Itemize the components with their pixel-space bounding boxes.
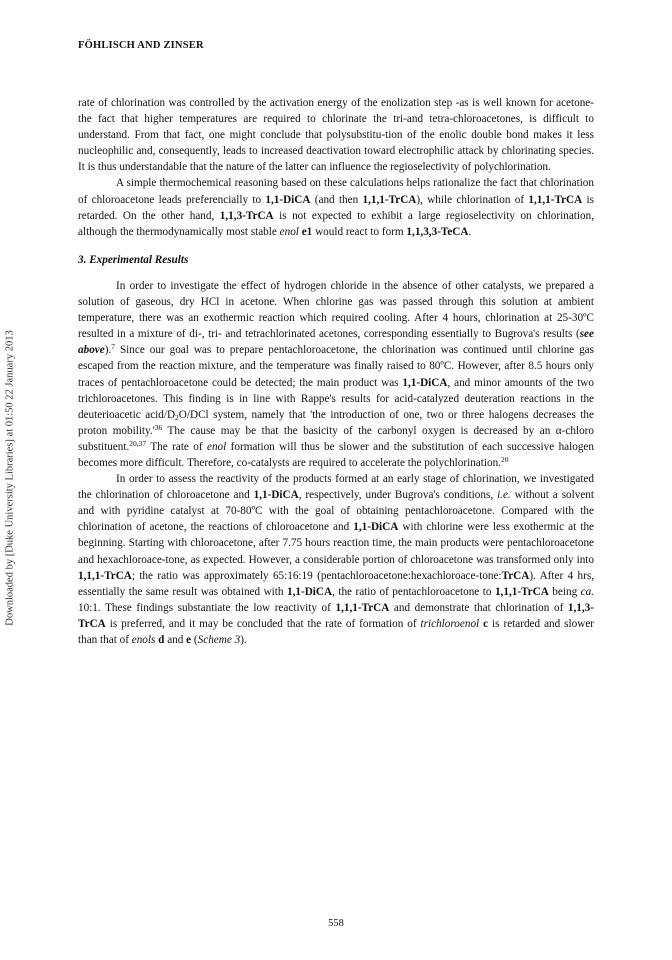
paragraph-1: rate of chlorination was controlled by the activation energy of the enolization step -as is well known for acetone- the fact that higher temperatures are required to chlorinate the tri-and tetra-chloroacetones, is difficult to understand. From that fact, one might conclude that polysubstitu-tion of the enolic double bond makes it less nucleophilic and, consequently, leads to increased deactivation toward electrophilic attack by chlorinating species. It is thus understandable that the nature of the latter can influence the regioselectivity of polychlorination. xyxy=(78,97,594,174)
page-number: 558 xyxy=(328,918,344,929)
section-heading: 3. Experimental Results xyxy=(78,253,189,266)
download-note: Downloaded by [Duke University Libraries] at 01:50 22 January 2013 xyxy=(4,330,16,626)
paragraph-4: In order to assess the reactivity of the products formed at an early stage of chlorination, we investigated the chlorination of chloroacetone and 1,1-DiCA, respectively, under Bugrova's conditions, i.e. without a solvent and with pyridine catalyst at 70-80ºC with the goal of obtaining pentachloroacetone. Compared with the chlorination of acetone, the reactions of chloroacetone and 1,1-DiCA with chlorine were less exothermic at the beginning. Starting with chloroacetone, after 7.75 hours reaction time, the main products were pentachloroacetone and hexachloroace-tone, as expected. However, a considerable portion of chloroacetone was transformed only into 1,1,1-TrCA; the ratio was approximately 65:16:19 (pentachloroacetone:hexachloroace-tone:TrCA). After 4 hrs, essentially the same result was obtained with 1,1-DiCA, the ratio of pentachloroacetone to 1,1,1-TrCA being ca. 10:1. These findings substantiate the low reactivity of 1,1,1-TrCA and demonstrate that chlorination of 1,1,3-TrCA is preferred, and it may be concluded that the rate of formation of trichloroenol c is retarded and slower than that of enols d and e (Scheme 3). xyxy=(78,473,595,646)
paragraph-2: A simple thermochemical reasoning based on these calculations helps rationalize the fact that chlorination of chloroacetone leads preferencially to 1,1-DiCA (and then 1,1,1-TrCA), while chlorination of 1,1,1-TrCA is retarded. On the other hand, 1,1,3-TrCA is not expected to exhibit a large regioselectivity on chlorination, although the thermodynamically most stable enol e1 would react to form 1,1,3,3-TeCA. xyxy=(78,177,594,238)
download-watermark xyxy=(0,0,20,960)
paragraph-3: In order to investigate the effect of hydrogen chloride in the absence of other catalysts, we prepared a solution of gaseous, dry HCl in acetone. When chlorine gas was passed through this solution at ambient temperature, there was an exothermic reaction which required cooling. After 4 hours, chlorination at 25-30ºC resulted in a mixture of di-, tri- and tetrachlorinated acetones, corresponding essentially to Bugrova's results (see above).$^7$ Since our goal was to prepare pentachloroacetone, the chlorination was continued until chlorine gas escaped from the reaction mixture, and the temperature was finally raised to 80ºC. However, after 8.5 hours only traces of pentachloroacetone could be detected; the main product was 1,1-DiCA, and minor amounts of the two trichloroacetones. This finding is in line with Rappe's results for acid-catalyzed deuteration reactions in the deuterioacetic acid/$D_2O$/DCl system, namely that 'the introduction of one, two or three halogens decreases the proton $mobility.'^{36}$ The cause may be that the basicity of the carbonyl oxygen is decreased by an α-chloro substituent.$^{20,37}$ The rate of enol formation will thus be slower and the substitution of each successive halogen becomes more difficult. Therefore, co-catalysts are required to accelerate the polychlorination.$^{20}$ xyxy=(78,279,594,469)
article-body xyxy=(78,95,594,648)
running-header: FÖHLISCH AND ZINSER xyxy=(78,40,204,51)
